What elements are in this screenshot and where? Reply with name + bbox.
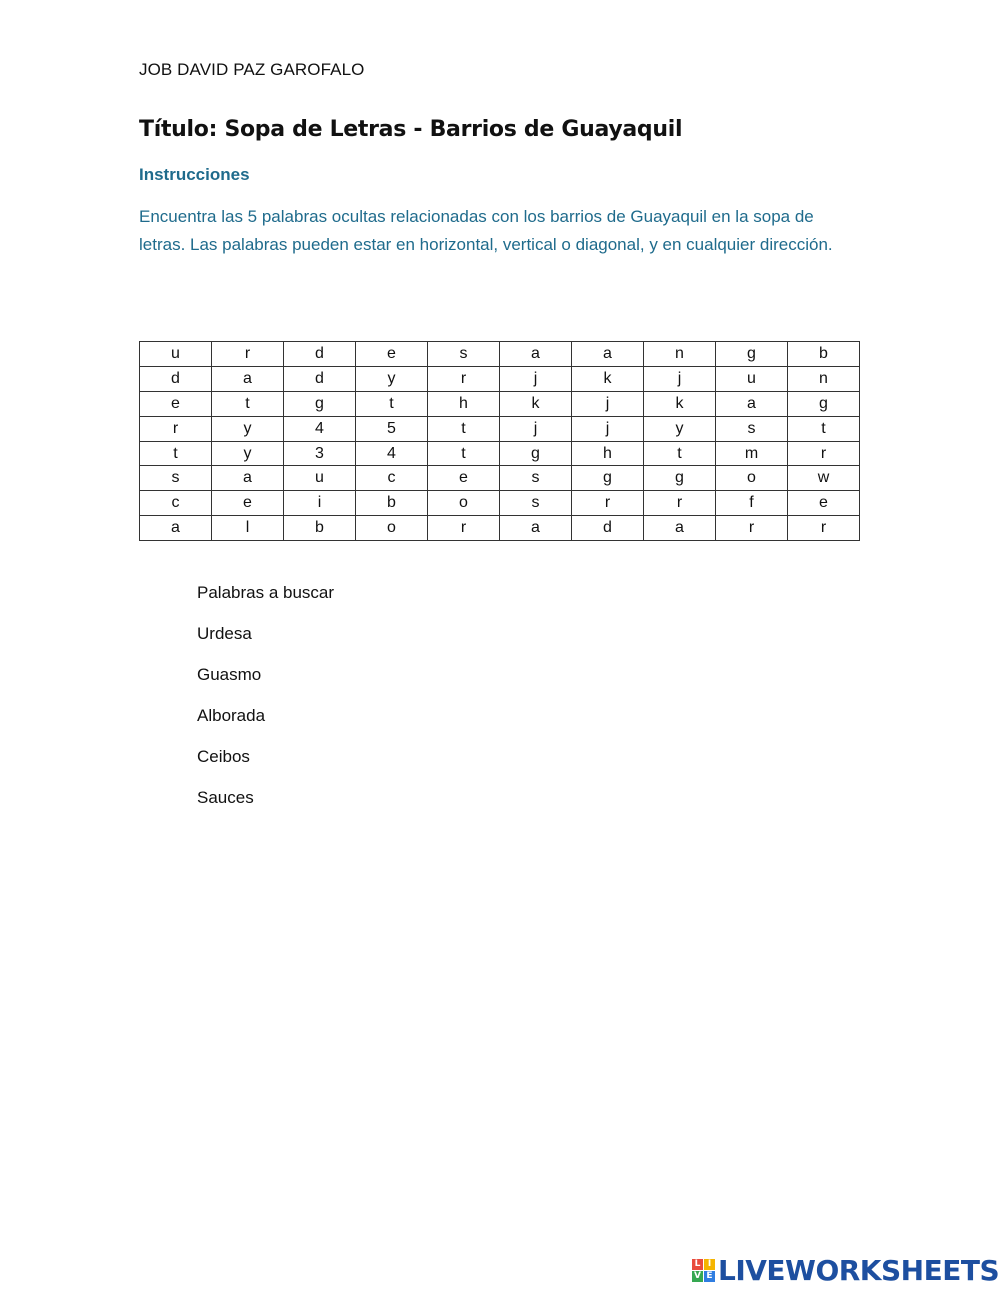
logo-letter: L (692, 1259, 703, 1270)
grid-cell[interactable]: a (644, 516, 716, 541)
grid-cell[interactable]: t (140, 441, 212, 466)
grid-row (140, 466, 860, 491)
grid-cell[interactable]: a (500, 516, 572, 541)
grid-cell[interactable]: w (788, 466, 860, 491)
grid-cell[interactable]: e (356, 342, 428, 367)
grid-cell[interactable]: k (644, 391, 716, 416)
word-list-item: Guasmo (197, 665, 262, 684)
grid-cell[interactable]: i (284, 491, 356, 516)
grid-cell[interactable]: g (572, 466, 644, 491)
grid-cell[interactable]: b (788, 342, 860, 367)
grid-cell[interactable]: t (428, 416, 500, 441)
grid-cell[interactable]: u (716, 366, 788, 391)
author-name: JOB DAVID PAZ GAROFALO (139, 60, 365, 79)
grid-cell[interactable]: j (500, 366, 572, 391)
grid-cell[interactable]: d (284, 366, 356, 391)
grid-cell[interactable]: s (716, 416, 788, 441)
grid-cell[interactable]: l (212, 516, 284, 541)
grid-cell[interactable]: h (428, 391, 500, 416)
grid-cell[interactable]: a (572, 342, 644, 367)
grid-cell[interactable]: t (428, 441, 500, 466)
grid-row (140, 441, 860, 466)
grid-cell[interactable]: g (500, 441, 572, 466)
grid-cell[interactable]: o (428, 491, 500, 516)
grid-cell[interactable]: a (212, 466, 284, 491)
grid-cell[interactable]: u (140, 342, 212, 367)
grid-cell[interactable]: 4 (356, 441, 428, 466)
grid-cell[interactable]: t (356, 391, 428, 416)
word-list-item: Alborada (197, 706, 266, 725)
grid-row (140, 342, 860, 367)
grid-cell[interactable]: r (428, 366, 500, 391)
instructions-heading: Instrucciones (139, 165, 250, 184)
word-list (197, 582, 334, 828)
grid-cell[interactable]: j (644, 366, 716, 391)
grid-cell[interactable]: t (788, 416, 860, 441)
grid-row (140, 366, 860, 391)
grid-cell[interactable]: s (140, 466, 212, 491)
grid-cell[interactable]: y (212, 416, 284, 441)
grid-cell[interactable]: e (788, 491, 860, 516)
grid-cell[interactable]: u (284, 466, 356, 491)
logo-letter: E (704, 1271, 715, 1282)
grid-cell[interactable]: r (788, 441, 860, 466)
grid-cell[interactable]: h (572, 441, 644, 466)
word-list-item: Ceibos (197, 747, 250, 766)
grid-cell[interactable]: n (644, 342, 716, 367)
grid-cell[interactable]: e (428, 466, 500, 491)
grid-cell[interactable]: f (716, 491, 788, 516)
grid-cell[interactable]: t (644, 441, 716, 466)
grid-cell[interactable]: g (716, 342, 788, 367)
grid-cell[interactable]: a (500, 342, 572, 367)
liveworksheets-brand[interactable] (692, 1254, 999, 1287)
grid-row (140, 391, 860, 416)
grid-cell[interactable]: g (284, 391, 356, 416)
grid-cell[interactable]: s (500, 491, 572, 516)
grid-cell[interactable]: b (356, 491, 428, 516)
grid-cell[interactable]: o (356, 516, 428, 541)
grid-cell[interactable]: a (716, 391, 788, 416)
page-title: Título: Sopa de Letras - Barrios de Guayaquil (139, 117, 683, 142)
grid-cell[interactable]: 3 (284, 441, 356, 466)
grid-cell[interactable]: j (572, 416, 644, 441)
grid-cell[interactable]: m (716, 441, 788, 466)
grid-cell[interactable]: r (572, 491, 644, 516)
word-list-item: Urdesa (197, 624, 252, 643)
grid-cell[interactable]: a (212, 366, 284, 391)
word-list-item: Sauces (197, 788, 254, 807)
grid-cell[interactable]: s (500, 466, 572, 491)
grid-cell[interactable]: r (428, 516, 500, 541)
grid-cell[interactable]: y (644, 416, 716, 441)
grid-cell[interactable]: n (788, 366, 860, 391)
grid-cell[interactable]: e (212, 491, 284, 516)
grid-cell[interactable]: d (284, 342, 356, 367)
grid-cell[interactable]: k (500, 391, 572, 416)
word-list-heading: Palabras a buscar (197, 583, 335, 602)
grid-cell[interactable]: y (356, 366, 428, 391)
grid-cell[interactable]: 5 (356, 416, 428, 441)
grid-cell[interactable]: t (212, 391, 284, 416)
grid-cell[interactable]: a (140, 516, 212, 541)
logo-letter: I (704, 1259, 715, 1270)
grid-cell[interactable]: j (572, 391, 644, 416)
grid-cell[interactable]: k (572, 366, 644, 391)
grid-cell[interactable]: r (644, 491, 716, 516)
grid-cell[interactable]: d (572, 516, 644, 541)
grid-cell[interactable]: c (356, 466, 428, 491)
grid-cell[interactable]: 4 (284, 416, 356, 441)
grid-cell[interactable]: y (212, 441, 284, 466)
grid-cell[interactable]: o (716, 466, 788, 491)
grid-cell[interactable]: b (284, 516, 356, 541)
word-search-grid (139, 341, 860, 541)
liveworksheets-wordmark: LIVEWORKSHEETS (718, 1254, 1000, 1287)
grid-cell[interactable]: g (788, 391, 860, 416)
grid-row (140, 491, 860, 516)
grid-cell[interactable]: r (716, 516, 788, 541)
grid-cell[interactable]: s (428, 342, 500, 367)
grid-cell[interactable]: r (212, 342, 284, 367)
grid-row (140, 416, 860, 441)
grid-cell[interactable]: e (140, 391, 212, 416)
grid-row (140, 516, 860, 541)
logo-letter: V (692, 1271, 703, 1282)
instructions-text: Encuentra las 5 palabras ocultas relacionadas con los barrios de Guayaquil en la sopa de letras. Las palabras pueden estar en horizontal, vertical o diagonal, y en cualquier dirección. (139, 207, 833, 254)
grid-cell[interactable]: c (140, 491, 212, 516)
grid-cell[interactable]: r (140, 416, 212, 441)
grid-cell[interactable]: r (788, 516, 860, 541)
liveworksheets-logo-icon (692, 1259, 715, 1282)
grid-cell[interactable]: j (500, 416, 572, 441)
grid-cell[interactable]: d (140, 366, 212, 391)
grid-cell[interactable]: g (644, 466, 716, 491)
